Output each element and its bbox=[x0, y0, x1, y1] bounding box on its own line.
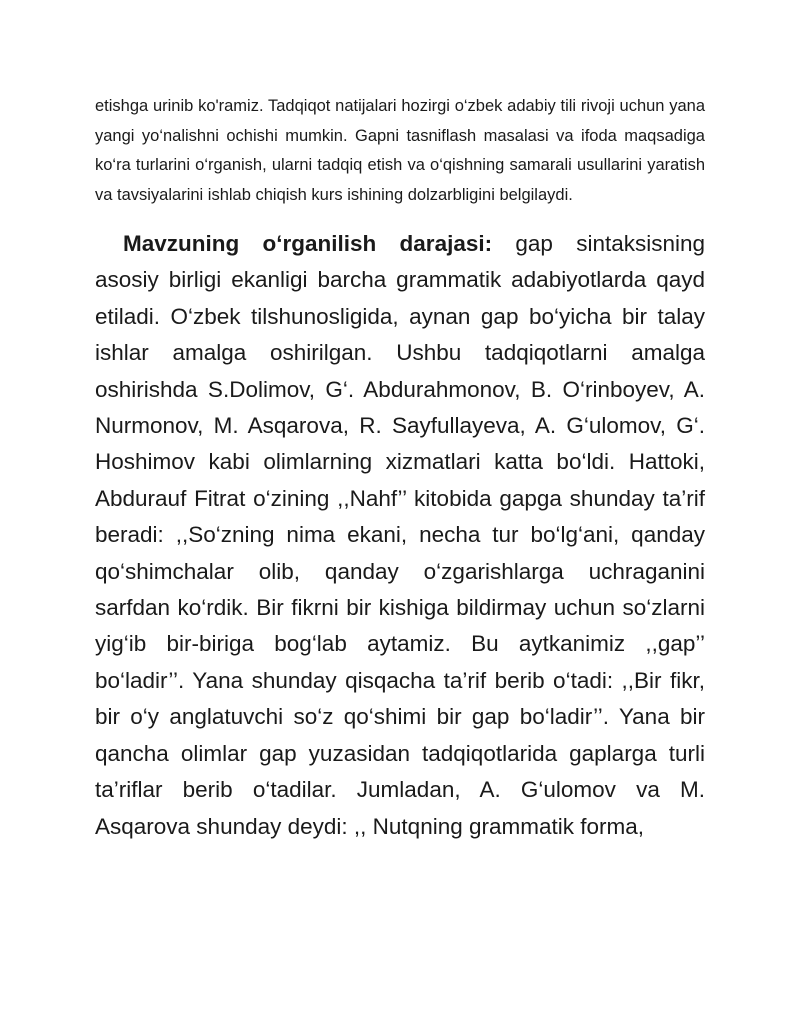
intro-paragraph: etishga urinib ko'ramiz. Tadqiqot natijalari hozirgi o‘zbek adabiy tili rivoji uchun yana yangi yo‘nalishni ochishi mumkin. Gapni tasniflash masalasi va ifoda maqsadiga ko‘ra turlarini o‘rganish, ularni tadqiq etish va o‘qishning samarali usullarini yaratish va tavsiyalarini ishlab chiqish kurs ishining dolzarbligini belgilaydi. bbox=[95, 97, 705, 204]
document-page bbox=[95, 92, 705, 845]
section-lead-heading: Mavzuning o‘rganilish darajasi: bbox=[123, 231, 493, 256]
section-body-text: gap sintaksisning asosiy birligi ekanligi barcha grammatik adabiyotlarda qayd etiladi. O‘zbek tilshunosligida, aynan gap bo‘yicha bir talay ishlar amalga oshirilgan. Ushbu tadqiqotlarni amalga oshirishda S.Dolimov, G‘. Abdurahmonov, B. O‘rinboyev, A. Nurmonov, M. Asqarova, R. Sayfullayeva, A. G‘ulomov, G‘. Hoshimov kabi olimlarning xizmatlari katta bo‘ldi. Hattoki, Abdurauf Fitrat o‘zining ,,Nahf’’ kitobida gapga shunday ta’rif beradi: ,,So‘zning nima ekani, necha tur bo‘lg‘ani, qanday qo‘shimchalar olib, qanday o‘zgarishlarga uchraganini sarfdan ko‘rdik. Bir fikrni bir kishiga bildirmay uchun so‘zlarni yig‘ib bir-biriga bog‘lab aytamiz. Bu aytkanimiz ,,gap’’ bo‘ladir’’. Yana shunday qisqacha ta’rif berib o‘tadi: ,,Bir fikr, bir o‘y anglatuvchi so‘z qo‘shimi bir gap bo‘ladir’’. Yana bir qancha olimlar gap yuzasidan tadqiqotlarida gaplarga turli ta’riflar berib o‘tadilar. Jumladan, A. G‘ulomov va M. Asqarova shunday deydi: ,, Nutqning grammatik forma, bbox=[95, 231, 706, 839]
study-level-paragraph bbox=[95, 226, 705, 845]
